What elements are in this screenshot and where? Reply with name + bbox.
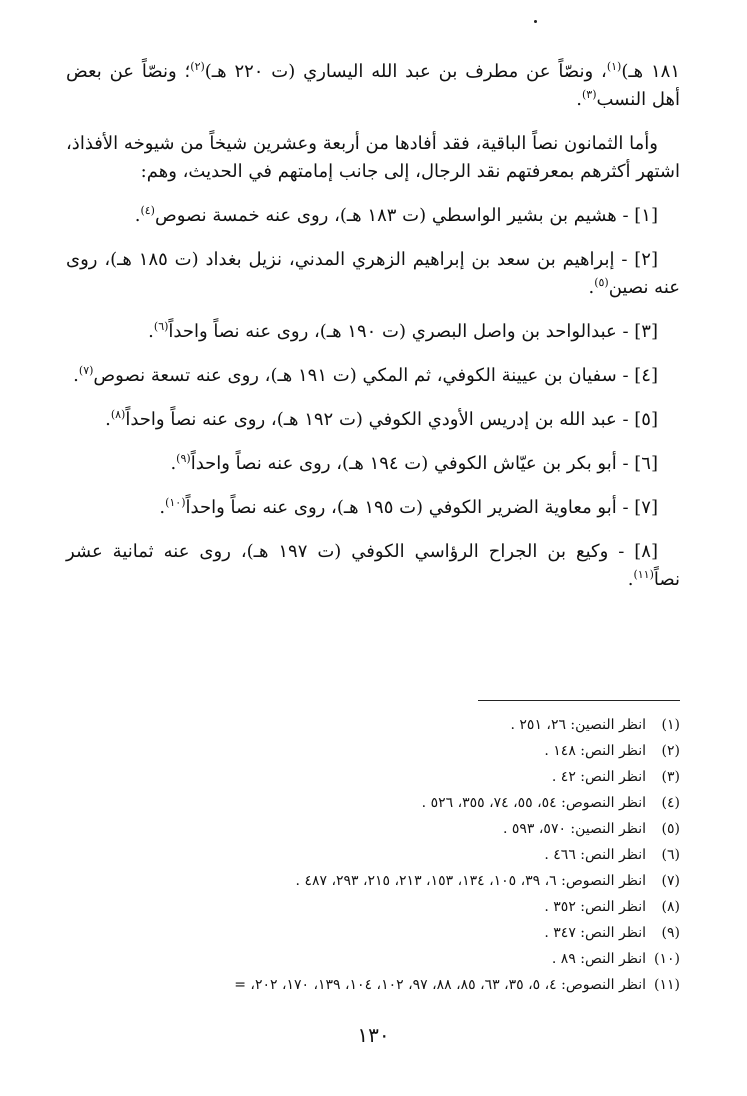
narrator-item-7 (66, 494, 680, 522)
narrator-item-4 (66, 362, 680, 390)
footnote-5 (60, 816, 680, 842)
footnote-2 (60, 738, 680, 764)
footnote-text: انظر النصين: ٥٧٠، ٥٩٣ . (502, 821, 646, 837)
footnote-text: انظر النصوص: ٤، ٥، ٣٥، ٦٣، ٨٥، ٨٨، ٩٧، ١٠٢، ١٠٤، ١٣٩، ١٧٠، ٢٠٢، = (234, 977, 646, 993)
footnote-number: (٢) (661, 743, 680, 759)
narrator-text: [٧] - أبو معاوية الضرير الكوفي (ت ١٩٥ هـ)، روى عنه نصاً واحداً (185, 497, 658, 518)
footnote-1 (60, 712, 680, 738)
footnote-text: انظر النص: ٤٢ . (551, 769, 646, 785)
narrator-text: [٨] - وكيع بن الجراح الرؤاسي الكوفي (ت ١٩٧ هـ)، روى عنه ثمانية عشر نصاً (66, 541, 680, 590)
intro-paragraph (66, 58, 680, 114)
footnote-ref-7[interactable]: (٧) (78, 364, 94, 377)
narrator-item-6 (66, 450, 680, 478)
narrators-intro-paragraph: وأما الثمانون نصاً الباقية، فقد أفادها من أربعة وعشرين شيخاً من شيوخه الأفذاذ، اشتهر أكثرهم بمعرفتهم نقد الرجال، إلى جانب إمامتهم في الحديث، وهم: (66, 133, 680, 182)
footnote-number: (٤) (661, 795, 680, 811)
footnote-6 (60, 842, 680, 868)
footnote-3 (60, 764, 680, 790)
period: . (170, 453, 177, 474)
footnote-ref-10[interactable]: (١٠) (165, 496, 186, 509)
footnote-text: انظر النص: ١٤٨ . (544, 743, 646, 759)
footnote-number: (٨) (661, 899, 680, 915)
footnote-7 (60, 868, 680, 894)
narrator-text: [٣] - عبدالواحد بن واصل البصري (ت ١٩٠ هـ)، روى عنه نصاً واحداً (168, 321, 658, 342)
footnote-ref-6[interactable]: (٦) (153, 320, 169, 333)
period: . (627, 569, 634, 590)
narrator-text: [٤] - سفيان بن عيينة الكوفي، ثم المكي (ت ١٩١ هـ)، روى عنه تسعة نصوص (93, 365, 658, 386)
footnote-8 (60, 894, 680, 920)
footnote-number: (٦) (661, 847, 680, 863)
main-text (66, 58, 680, 610)
top-dot (534, 20, 537, 23)
footnote-ref-1[interactable]: (١) (606, 60, 622, 73)
footnote-text: انظر النصوص: ٦، ٣٩، ١٠٥، ١٣٤، ١٥٣، ٢١٣، ٢١٥، ٢٩٣، ٤٨٧ . (295, 873, 646, 889)
footnote-separator (478, 700, 680, 701)
narrator-item-8 (66, 538, 680, 594)
footnote-number: (١) (661, 717, 680, 733)
narrator-item-2 (66, 246, 680, 302)
footnote-ref-4[interactable]: (٤) (140, 204, 155, 217)
footnote-ref-8[interactable]: (٨) (110, 408, 126, 421)
narrator-text: [١] - هشيم بن بشير الواسطي (ت ١٨٣ هـ)، روى عنه خمسة نصوص (154, 205, 658, 226)
footnote-number: (١٠) (654, 951, 680, 967)
footnote-text: انظر النص: ٨٩ . (551, 951, 646, 967)
footnote-ref-3[interactable]: (٣) (581, 88, 597, 101)
narrator-item-3 (66, 318, 680, 346)
narrator-item-1 (66, 202, 680, 230)
intro-text-d: . (576, 89, 582, 110)
narrator-text: [٢] - إبراهيم بن سعد بن إبراهيم الزهري المدني، نزيل بغداد (ت ١٨٥ هـ)، روى عنه نصين (66, 249, 680, 298)
period: . (159, 497, 166, 518)
footnote-ref-9[interactable]: (٩) (176, 452, 191, 465)
period: . (73, 365, 79, 386)
footnote-text: انظر النص: ٤٦٦ . (544, 847, 646, 863)
footnote-number: (٥) (661, 821, 680, 837)
footnote-number: (٣) (661, 769, 680, 785)
footnote-number: (٩) (661, 925, 680, 941)
footnote-text: انظر النصوص: ٥٤، ٥٥، ٧٤، ٣٥٥، ٥٢٦ . (421, 795, 646, 811)
footnote-text: انظر النص: ٣٥٢ . (544, 899, 646, 915)
period: . (588, 277, 595, 298)
page-number: ١٣٠ (357, 1023, 390, 1047)
narrator-item-5 (66, 406, 680, 434)
footnote-number: (٧) (661, 873, 680, 889)
footnote-10 (60, 946, 680, 972)
footnotes (60, 712, 680, 998)
period: . (134, 205, 141, 226)
footnote-11 (60, 972, 680, 998)
footnote-4 (60, 790, 680, 816)
period: . (105, 409, 111, 430)
footnote-ref-2[interactable]: (٢) (190, 60, 205, 73)
intro-text-c: ؛ ونصّاً عن بعض أهل النسب (66, 61, 680, 110)
narrator-text: [٦] - أبو بكر بن عيّاش الكوفي (ت ١٩٤ هـ)، روى عنه نصاً واحداً (190, 453, 658, 474)
footnote-number: (١١) (654, 977, 680, 993)
footnote-text: انظر النصين: ٢٦، ٢٥١ . (510, 717, 646, 733)
footnote-text: انظر النص: ٣٤٧ . (544, 925, 646, 941)
narrator-text: [٥] - عبد الله بن إدريس الأودي الكوفي (ت ١٩٢ هـ)، روى عنه نصاً واحداً (125, 409, 658, 430)
period: . (148, 321, 154, 342)
intro-text-b: ، ونصّاً عن مطرف بن عبد الله اليساري (ت ٢٢٠ هـ) (204, 61, 607, 82)
intro-text-a: ١٨١ هـ) (621, 61, 681, 82)
footnote-ref-5[interactable]: (٥) (594, 276, 609, 289)
footnote-9 (60, 920, 680, 946)
footnote-ref-11[interactable]: (١١) (633, 568, 654, 581)
